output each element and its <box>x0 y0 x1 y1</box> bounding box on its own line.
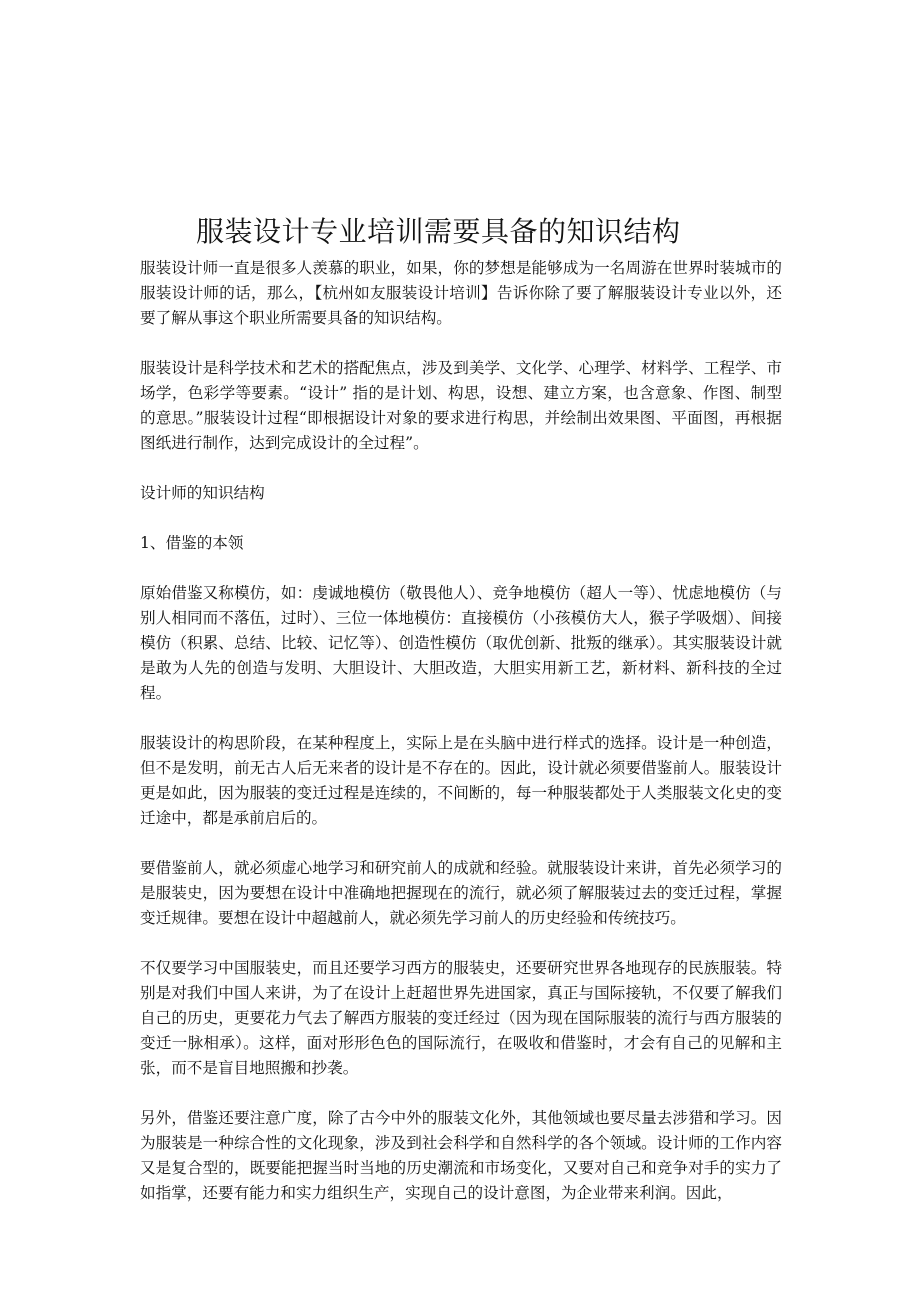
section-heading: 设计师的知识结构 <box>140 484 265 502</box>
document-body <box>140 256 782 1231</box>
subsection-heading: 1、借鉴的本领 <box>140 534 244 552</box>
paragraph-definition: 服装设计是科学技术和艺术的搭配焦点，涉及到美学、文化学、心理学、材料学、工程学、市场学，色彩学等要素。“设计” 指的是计划、构思，设想、建立方案，也含意象、作图、制型的意思。”服装设计过程“即根据设计对象的要求进行构思，并绘制出效果图、平面图，再根据图纸进行制作，达到完成设计的全过程”。 <box>140 359 782 452</box>
paragraph-learn-predecessors: 要借鉴前人，就必须虚心地学习和研究前人的成就和经验。就服装设计来讲，首先必须学习的是服装史，因为要想在设计中准确地把握现在的流行，就必须了解服装过去的变迁过程，掌握变迁规律。要想在设计中超越前人，就必须先学习前人的历史经验和传统技巧。 <box>140 859 782 927</box>
paragraph-fashion-history: 不仅要学习中国服装史，而且还要学习西方的服装史，还要研究世界各地现存的民族服装。特别是对我们中国人来讲，为了在设计上赶超世界先进国家，真正与国际接轨，不仅要了解我们自己的历史，更要花力气去了解西方服装的变迁经过（因为现在国际服装的流行与西方服装的变迁一脉相承）。这样，面对形形色色的国际流行，在吸收和借鉴时，才会有自己的见解和主张，而不是盲目地照搬和抄袭。 <box>140 959 782 1077</box>
paragraph-imitation: 原始借鉴又称模仿，如：虔诚地模仿（敬畏他人）、竞争地模仿（超人一等）、忧虑地模仿（与别人相同而不落伍，过时）、三位一体地模仿：直接模仿（小孩模仿大人，猴子学吸烟）、间接模仿（积累、总结、比较、记忆等）、创造性模仿（取优创新、批叛的继承）。其实服装设计就是敢为人先的创造与发明、大胆设计、大胆改造，大胆实用新工艺，新材料、新科技的全过程。 <box>140 584 782 702</box>
paragraph-concept-stage: 服装设计的构思阶段，在某种程度上，实际上是在头脑中进行样式的选择。设计是一种创造，但不是发明，前无古人后无来者的设计是不存在的。因此，设计就必须要借鉴前人。服装设计更是如此，因为服装的变迁过程是连续的，不间断的，每一种服装都处于人类服装文化史的变迁途中，都是承前启后的。 <box>140 734 782 827</box>
paragraph-intro: 服装设计师一直是很多人羡慕的职业，如果，你的梦想是能够成为一名周游在世界时装城市的服装设计师的话，那么，【杭州如友服装设计培训】告诉你除了要了解服装设计专业以外，还要了解从事这个职业所需要具备的知识结构。 <box>140 259 782 327</box>
paragraph-breadth: 另外，借鉴还要注意广度，除了古今中外的服装文化外，其他领域也要尽量去涉猎和学习。因为服装是一种综合性的文化现象，涉及到社会科学和自然科学的各个领域。设计师的工作内容又是复合型的，既要能把握当时当地的历史潮流和市场变化，又要对自己和竞争对手的实力了如指掌，还要有能力和实力组织生产，实现自己的设计意图，为企业带来利润。因此， <box>140 1109 782 1202</box>
document-title: 服装设计专业培训需要具备的知识结构 <box>196 215 681 248</box>
